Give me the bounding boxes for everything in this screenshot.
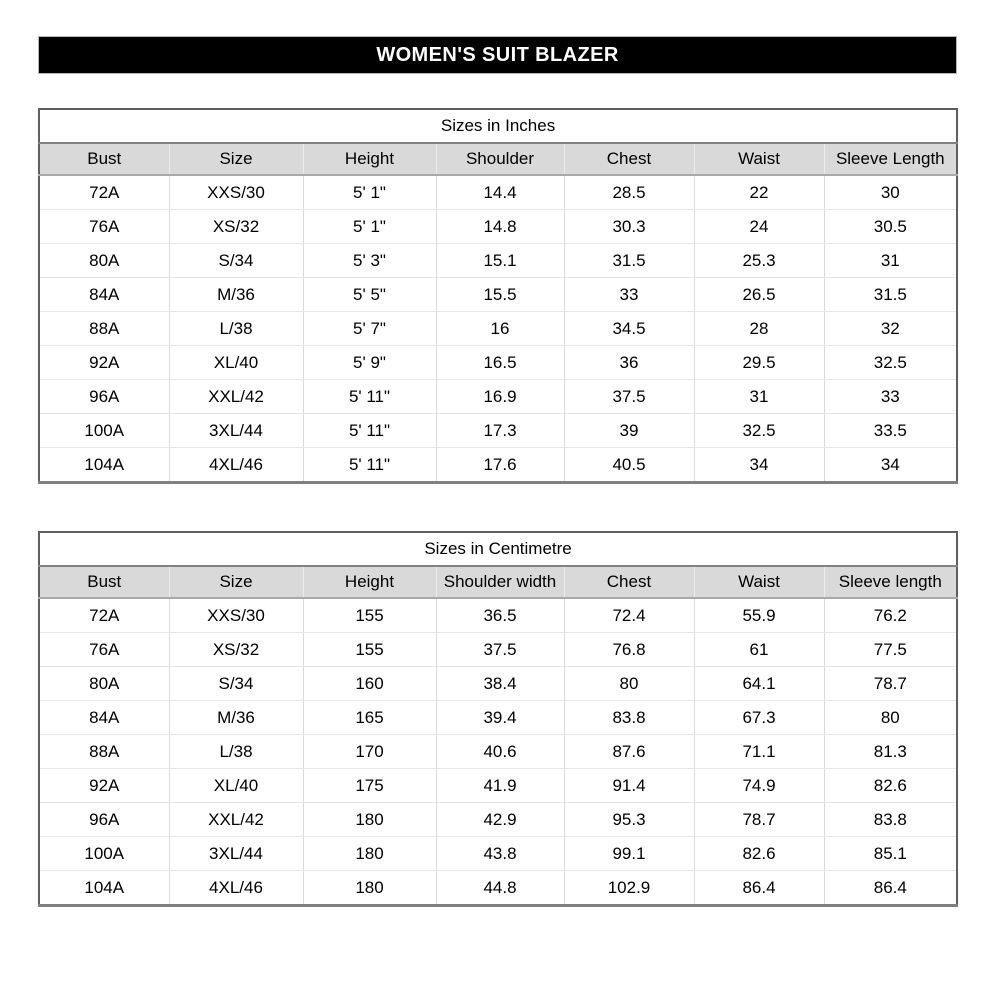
table-cell: 3XL/44 xyxy=(169,837,303,871)
table-cell: 31 xyxy=(694,380,824,414)
table-row xyxy=(39,278,957,312)
table-cell: XL/40 xyxy=(169,346,303,380)
table-cell: 15.5 xyxy=(436,278,564,312)
table-cell: 33 xyxy=(824,380,957,414)
table-cell: 4XL/46 xyxy=(169,871,303,906)
table-cell: XXS/30 xyxy=(169,175,303,210)
table-cell: 26.5 xyxy=(694,278,824,312)
table-cell: 36 xyxy=(564,346,694,380)
table-cell: 5' 5" xyxy=(303,278,436,312)
table-cell: 104A xyxy=(39,871,169,906)
table-row xyxy=(39,448,957,483)
title-bar xyxy=(39,37,956,73)
table-cell: 37.5 xyxy=(436,633,564,667)
table-cell: 80A xyxy=(39,667,169,701)
table-cell: XXL/42 xyxy=(169,803,303,837)
table-cell: 77.5 xyxy=(824,633,957,667)
table-title-row xyxy=(39,532,957,566)
table-cell: 16.5 xyxy=(436,346,564,380)
table-row xyxy=(39,598,957,633)
table-cell: 104A xyxy=(39,448,169,483)
size-table-centimetre xyxy=(38,531,958,907)
table-cell: 82.6 xyxy=(694,837,824,871)
table-cell: 22 xyxy=(694,175,824,210)
column-header: Waist xyxy=(694,566,824,598)
table-cell: 80 xyxy=(824,701,957,735)
table-row xyxy=(39,803,957,837)
table-cell: 30 xyxy=(824,175,957,210)
table-row xyxy=(39,667,957,701)
table-cell: 5' 9" xyxy=(303,346,436,380)
table-cell: 16.9 xyxy=(436,380,564,414)
column-header: Bust xyxy=(39,143,169,175)
table-cell: 61 xyxy=(694,633,824,667)
table-cell: 78.7 xyxy=(824,667,957,701)
table-cell: 31.5 xyxy=(824,278,957,312)
table-row xyxy=(39,414,957,448)
table-cell: M/36 xyxy=(169,278,303,312)
table-cell: 180 xyxy=(303,871,436,906)
table-cell: 102.9 xyxy=(564,871,694,906)
table-cell: 170 xyxy=(303,735,436,769)
table-cell: 72A xyxy=(39,598,169,633)
page-title: WOMEN'S SUIT BLAZER xyxy=(376,43,619,66)
table-cell: 99.1 xyxy=(564,837,694,871)
column-header: Bust xyxy=(39,566,169,598)
column-header-row xyxy=(39,143,957,175)
table-cell: 96A xyxy=(39,803,169,837)
table-cell: 100A xyxy=(39,414,169,448)
table-row xyxy=(39,175,957,210)
table-body xyxy=(39,175,957,483)
table-cell: 78.7 xyxy=(694,803,824,837)
table-cell: 155 xyxy=(303,633,436,667)
table-row xyxy=(39,380,957,414)
table-cell: 31 xyxy=(824,244,957,278)
column-header: Height xyxy=(303,143,436,175)
table-cell: 5' 11" xyxy=(303,380,436,414)
table-cell: 86.4 xyxy=(694,871,824,906)
table-cell: 34 xyxy=(880,454,900,474)
table-cell: 87.6 xyxy=(564,735,694,769)
table-cell: 29.5 xyxy=(694,346,824,380)
table-cell: 72A xyxy=(39,175,169,210)
table-row xyxy=(39,735,957,769)
table-cell: 24 xyxy=(694,210,824,244)
table-cell: 39.4 xyxy=(436,701,564,735)
table-cell: XS/32 xyxy=(169,210,303,244)
table-cell: 92A xyxy=(39,769,169,803)
table-cell: 88A xyxy=(39,735,169,769)
table-cell: 80A xyxy=(39,244,169,278)
table-cell: 5' 1" xyxy=(303,175,436,210)
table-cell: 5' 3" xyxy=(303,244,436,278)
table-cell: 25.3 xyxy=(694,244,824,278)
table-cell: 32.5 xyxy=(694,414,824,448)
table-cell: 32.5 xyxy=(824,346,957,380)
table-title: Sizes in Inches xyxy=(39,109,957,143)
table-cell: 5' 11" xyxy=(303,414,436,448)
table-cell: 30.3 xyxy=(564,210,694,244)
table-cell: 33 xyxy=(564,278,694,312)
table-cell: 76.2 xyxy=(824,598,957,633)
table-cell: 40.5 xyxy=(564,448,694,483)
table-cell: XXS/30 xyxy=(169,598,303,633)
size-table-inches xyxy=(38,108,958,484)
table-cell: 28 xyxy=(694,312,824,346)
column-header: Size xyxy=(169,143,303,175)
table-cell: 33.5 xyxy=(824,414,957,448)
table-cell: 4XL/46 xyxy=(169,448,303,483)
column-header: Chest xyxy=(564,566,694,598)
table-cell: 64.1 xyxy=(694,667,824,701)
table-cell: S/34 xyxy=(169,244,303,278)
table-cell: 67.3 xyxy=(694,701,824,735)
table-row xyxy=(39,312,957,346)
table-cell: L/38 xyxy=(169,735,303,769)
table-cell: 55.9 xyxy=(694,598,824,633)
table-cell: 43.8 xyxy=(436,837,564,871)
table-cell: 155 xyxy=(303,598,436,633)
table-row xyxy=(39,210,957,244)
table-cell: 5' 1" xyxy=(303,210,436,244)
table-cell: 180 xyxy=(303,803,436,837)
column-header: Chest xyxy=(564,143,694,175)
column-header: Shoulder width xyxy=(436,566,564,598)
column-header: Waist xyxy=(694,143,824,175)
table-row xyxy=(39,769,957,803)
table-cell: 38.4 xyxy=(436,667,564,701)
table-cell: 15.1 xyxy=(436,244,564,278)
column-header: Shoulder xyxy=(436,143,564,175)
table-cell: 42.9 xyxy=(436,803,564,837)
table-cell: 34 xyxy=(694,448,824,483)
table-cell: 3XL/44 xyxy=(169,414,303,448)
table-cell: 83.8 xyxy=(564,701,694,735)
table-cell: XXL/42 xyxy=(169,380,303,414)
table-cell: 95.3 xyxy=(564,803,694,837)
table-cell: 71.1 xyxy=(694,735,824,769)
column-header: Size xyxy=(169,566,303,598)
table-cell: 100A xyxy=(39,837,169,871)
column-header: Sleeve length xyxy=(824,566,957,598)
table-cell: L/38 xyxy=(169,312,303,346)
table-row xyxy=(39,837,957,871)
table-title-row xyxy=(39,109,957,143)
table-cell: 85.1 xyxy=(824,837,957,871)
table-row xyxy=(39,244,957,278)
table-cell: 76A xyxy=(39,633,169,667)
table-cell: 76.8 xyxy=(564,633,694,667)
column-header: Height xyxy=(303,566,436,598)
table-cell: 83.8 xyxy=(824,803,957,837)
table-cell: 92A xyxy=(39,346,169,380)
table-cell: XS/32 xyxy=(169,633,303,667)
table-title: Sizes in Centimetre xyxy=(39,532,957,566)
table-cell: 40.6 xyxy=(436,735,564,769)
table-row xyxy=(39,871,957,906)
table-row xyxy=(39,633,957,667)
table-cell: 17.6 xyxy=(436,448,564,483)
table-cell: 81.3 xyxy=(824,735,957,769)
table-cell: 32 xyxy=(824,312,957,346)
table-cell: 28.5 xyxy=(564,175,694,210)
table-cell: 44.8 xyxy=(436,871,564,906)
table-cell: 72.4 xyxy=(564,598,694,633)
table-cell: 82.6 xyxy=(824,769,957,803)
column-header: Sleeve Length xyxy=(824,143,957,175)
table-cell: 31.5 xyxy=(564,244,694,278)
table-cell: 17.3 xyxy=(436,414,564,448)
table-cell: 88A xyxy=(39,312,169,346)
table-cell: 5' 11" xyxy=(303,448,436,483)
table-cell: 5' 7" xyxy=(303,312,436,346)
table-cell: S/34 xyxy=(169,667,303,701)
table-cell: 30.5 xyxy=(824,210,957,244)
table-cell: 165 xyxy=(303,701,436,735)
table-cell: 41.9 xyxy=(436,769,564,803)
table-cell: 80 xyxy=(564,667,694,701)
table-cell: XL/40 xyxy=(169,769,303,803)
table-cell: 84A xyxy=(39,701,169,735)
table-cell: 84A xyxy=(39,278,169,312)
table-cell: 36.5 xyxy=(436,598,564,633)
table-cell: 76A xyxy=(39,210,169,244)
table-cell: 96A xyxy=(39,380,169,414)
table-cell: 14.4 xyxy=(436,175,564,210)
table-cell: 14.8 xyxy=(436,210,564,244)
table-cell: 91.4 xyxy=(564,769,694,803)
table-cell: 160 xyxy=(303,667,436,701)
table-cell: 16 xyxy=(436,312,564,346)
table-row xyxy=(39,346,957,380)
table-cell: 37.5 xyxy=(564,380,694,414)
table-cell: 175 xyxy=(303,769,436,803)
table-cell: 34.5 xyxy=(564,312,694,346)
table-cell: 180 xyxy=(303,837,436,871)
table-cell: M/36 xyxy=(169,701,303,735)
column-header-row xyxy=(39,566,957,598)
table-cell: 86.4 xyxy=(873,877,907,897)
table-row xyxy=(39,701,957,735)
table-body xyxy=(39,598,957,906)
table-cell: 39 xyxy=(564,414,694,448)
table-cell: 74.9 xyxy=(694,769,824,803)
